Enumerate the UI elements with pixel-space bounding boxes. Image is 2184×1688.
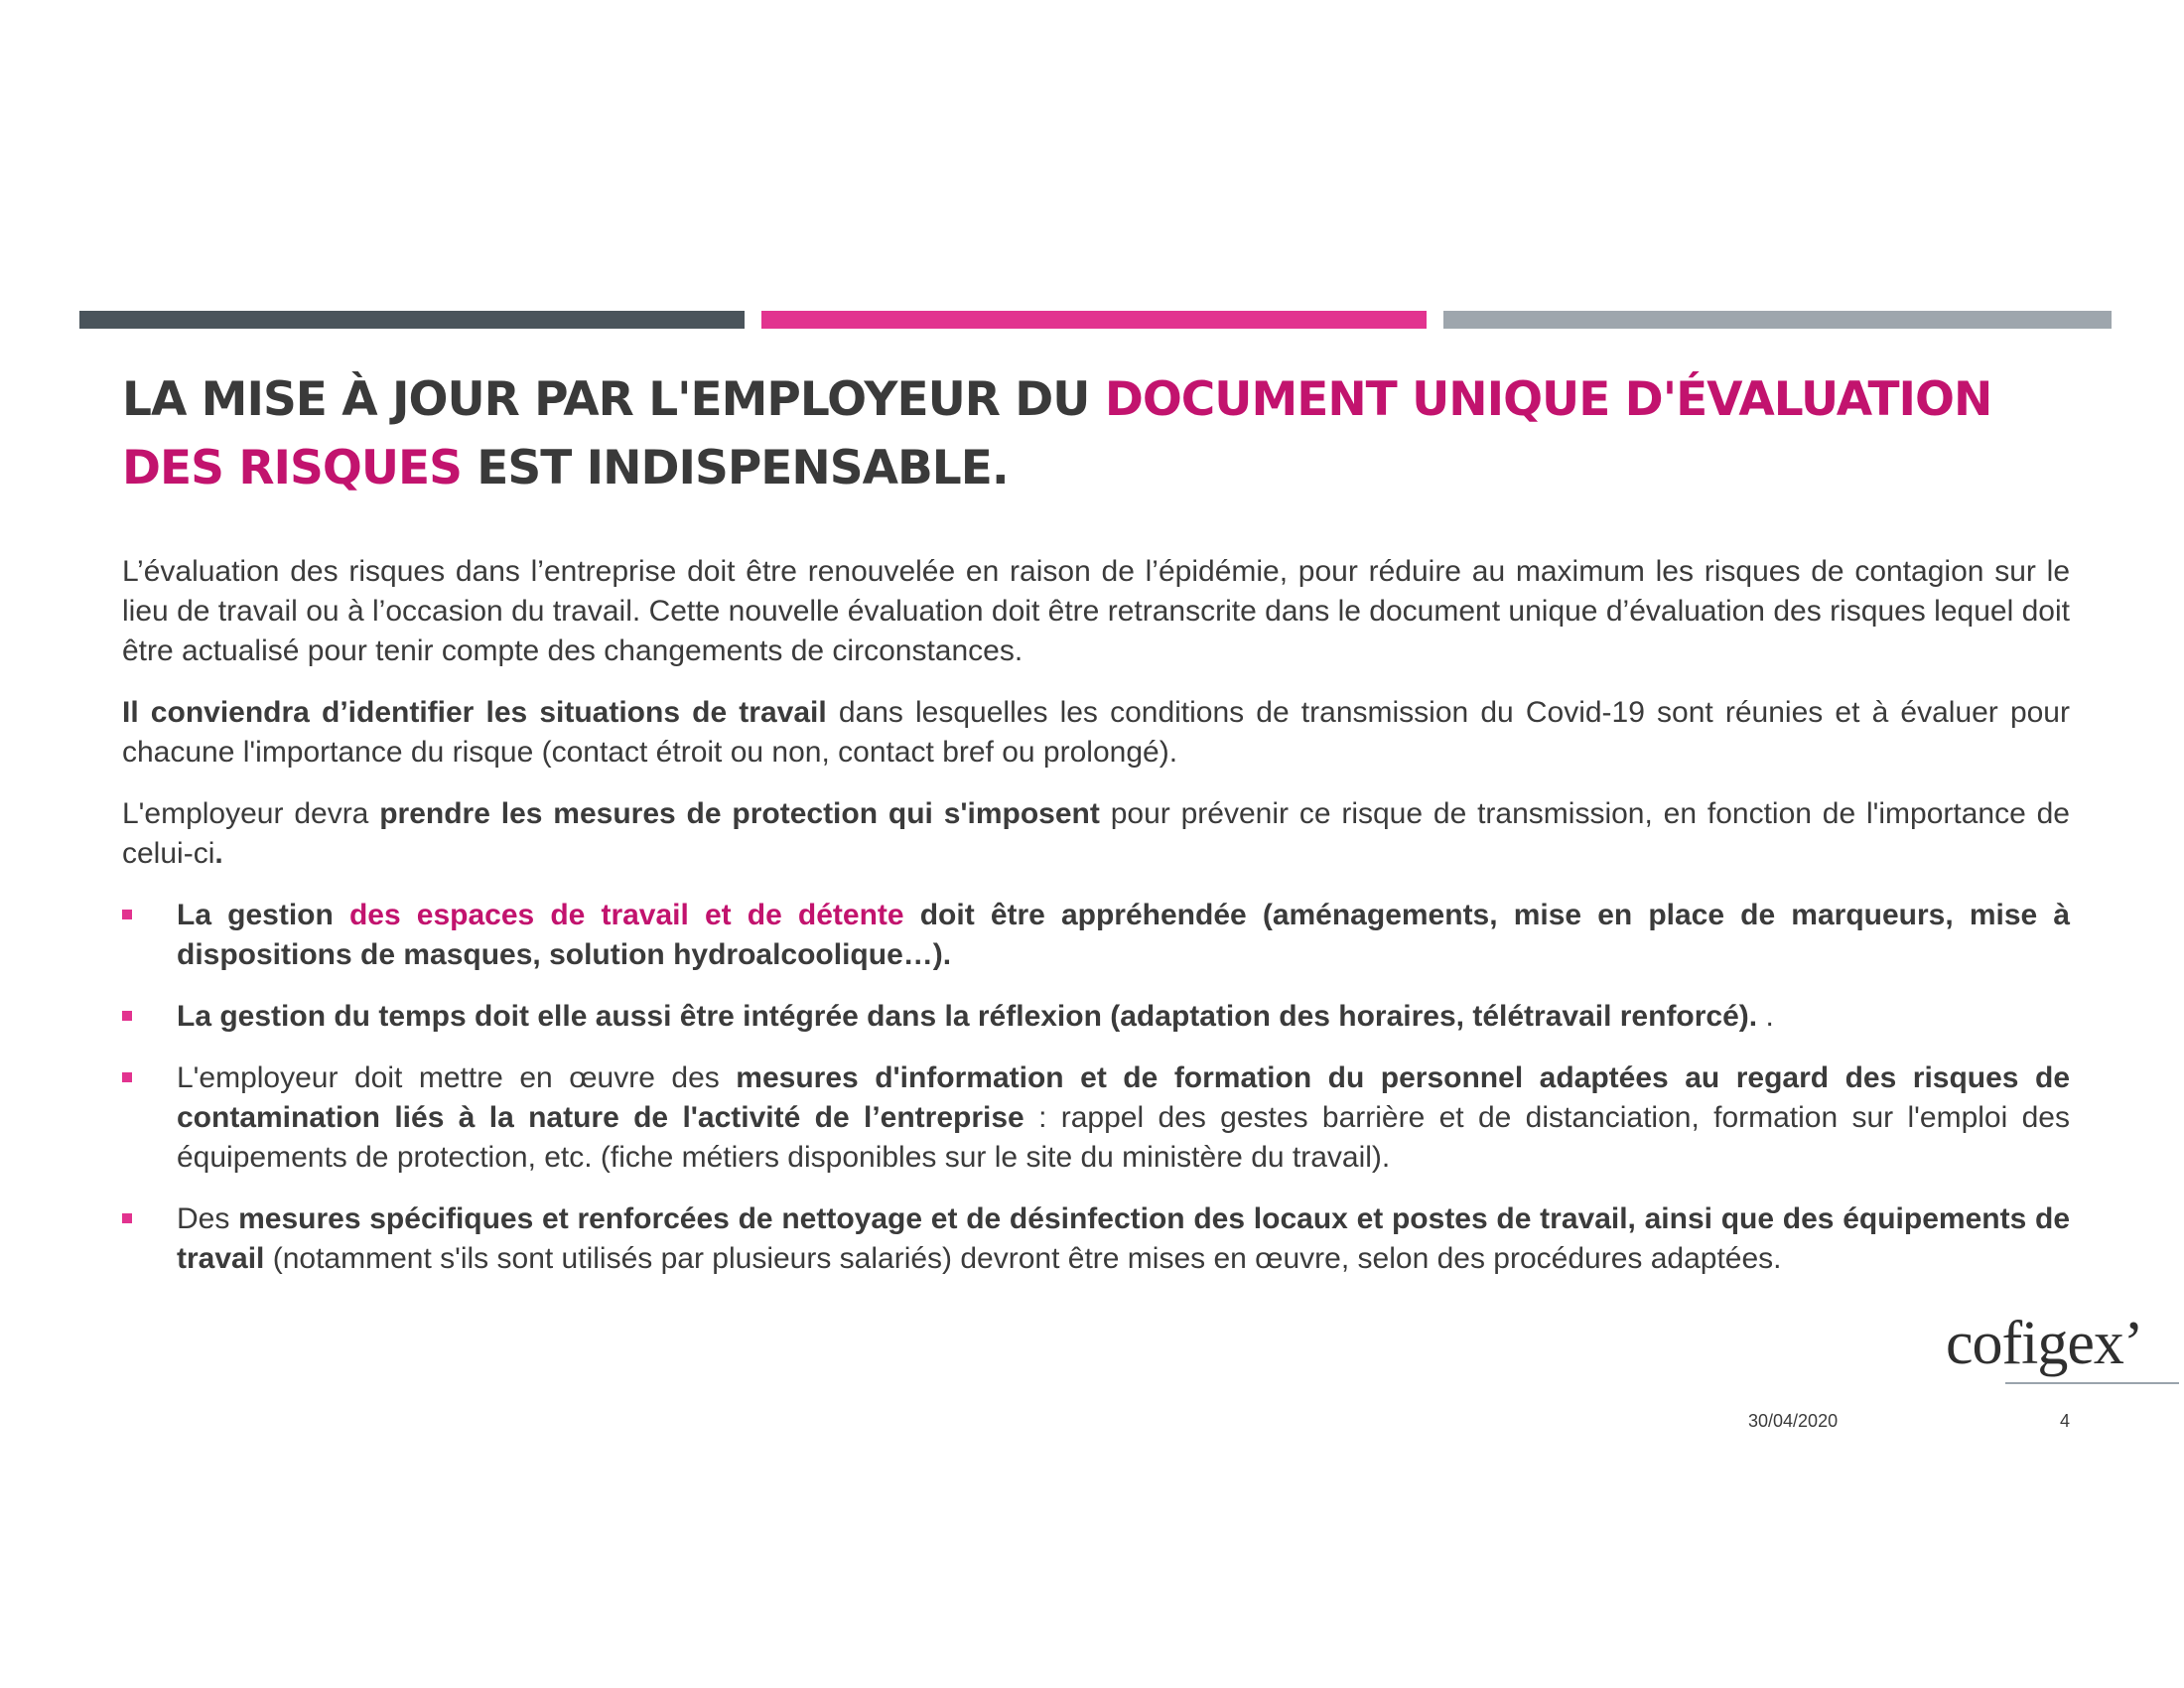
list-item-temps-text: . xyxy=(1757,1000,1774,1033)
list-item-nettoyage-text-2: (notamment s'ils sont utilisés par plusieurs salariés) devront être mises en œuvre, selon des procédures adaptées. xyxy=(264,1242,1782,1275)
header-bar-pink xyxy=(761,311,1427,329)
list-item-information-text-2: : rappel des gestes barrière et de distanciation, formation sur l'emploi des équipements de protection, etc. (fiche métiers disponibles sur le site du ministère du travail). xyxy=(177,1101,2070,1174)
list-item-temps-bold: La gestion du temps doit elle aussi être intégrée dans la réflexion (adaptation des horaires, télétravail renforcé). xyxy=(177,1000,1758,1033)
square-bullet-icon xyxy=(122,1213,132,1223)
slide-body xyxy=(122,552,2070,1301)
list-item-information-bold: mesures d'information et de formation du personnel adaptées au regard des risques de contamination liés à la nature de l'activité de l’entreprise xyxy=(177,1061,2071,1134)
paragraph-protection-bold: prendre les mesures de protection qui s'imposent xyxy=(379,797,1100,830)
paragraph-protection-text-2: pour prévenir ce risque de transmission, en fonction de l'importance de celui-ci xyxy=(122,797,2070,870)
paragraph-identification-bold: Il conviendra d’identifier les situations de travail xyxy=(122,696,827,729)
square-bullet-icon xyxy=(122,1011,132,1021)
title-part-1: LA MISE À JOUR PAR L'EMPLOYEUR DU xyxy=(122,372,1105,427)
header-bar-dark xyxy=(79,311,745,329)
paragraph-protection-text-1: L'employeur devra xyxy=(122,797,380,830)
paragraph-identification xyxy=(122,693,2070,773)
list-item-information xyxy=(122,1058,2070,1178)
list-item-espaces-text-1: La gestion xyxy=(177,899,349,931)
list-item-espaces-text-2: doit être appréhendée (aménagements, mise en place de marqueurs, mise à dispositions de masques, solution hydroalcoolique…). xyxy=(177,899,2071,971)
list-item-nettoyage-text-1: Des xyxy=(177,1202,239,1235)
cofigex-logo: cofigex’ xyxy=(1946,1310,2143,1377)
footer-date: 30/04/2020 xyxy=(1748,1411,1839,1431)
slide-title xyxy=(122,365,2088,502)
page-number: 4 xyxy=(2060,1411,2071,1431)
title-highlight: DOCUMENT UNIQUE D'ÉVALUATION DES RISQUES xyxy=(122,372,1992,495)
list-item-espaces-highlight: des espaces de travail et de détente xyxy=(348,899,904,931)
header-color-bars xyxy=(79,311,2112,329)
list-item-nettoyage-bold: mesures spécifiques et renforcées de nettoyage et de désinfection des locaux et postes de travail, ainsi que des équipements de travail xyxy=(177,1202,2071,1275)
list-item-nettoyage xyxy=(122,1199,2070,1279)
list-item-information-text-1: L'employeur doit mettre en œuvre des xyxy=(177,1061,737,1094)
square-bullet-icon xyxy=(122,910,132,919)
list-item-temps xyxy=(122,997,2070,1037)
paragraph-protection xyxy=(122,794,2070,874)
list-item-espaces xyxy=(122,896,2070,975)
paragraph-evaluation: L’évaluation des risques dans l’entreprise doit être renouvelée en raison de l’épidémie, pour réduire au maximum les risques de contagion sur le lieu de travail ou à l’occasion du travail. Cette nouvelle évaluation doit être retranscrite dans le document unique d’évaluation des risques lequel doit être actualisé pour tenir compte des changements de circonstances. xyxy=(122,555,2070,667)
title-part-3: EST INDISPENSABLE. xyxy=(461,441,1009,495)
square-bullet-icon xyxy=(122,1072,132,1082)
logo-underline xyxy=(2005,1382,2179,1384)
paragraph-protection-end: . xyxy=(214,837,223,870)
paragraph-identification-text: dans lesquelles les conditions de transmission du Covid-19 sont réunies et à évaluer pour chacune l'importance du risque (contact étroit ou non, contact bref ou prolongé). xyxy=(122,696,2070,769)
header-bar-grey xyxy=(1443,311,2112,329)
measures-list xyxy=(122,896,2070,1279)
